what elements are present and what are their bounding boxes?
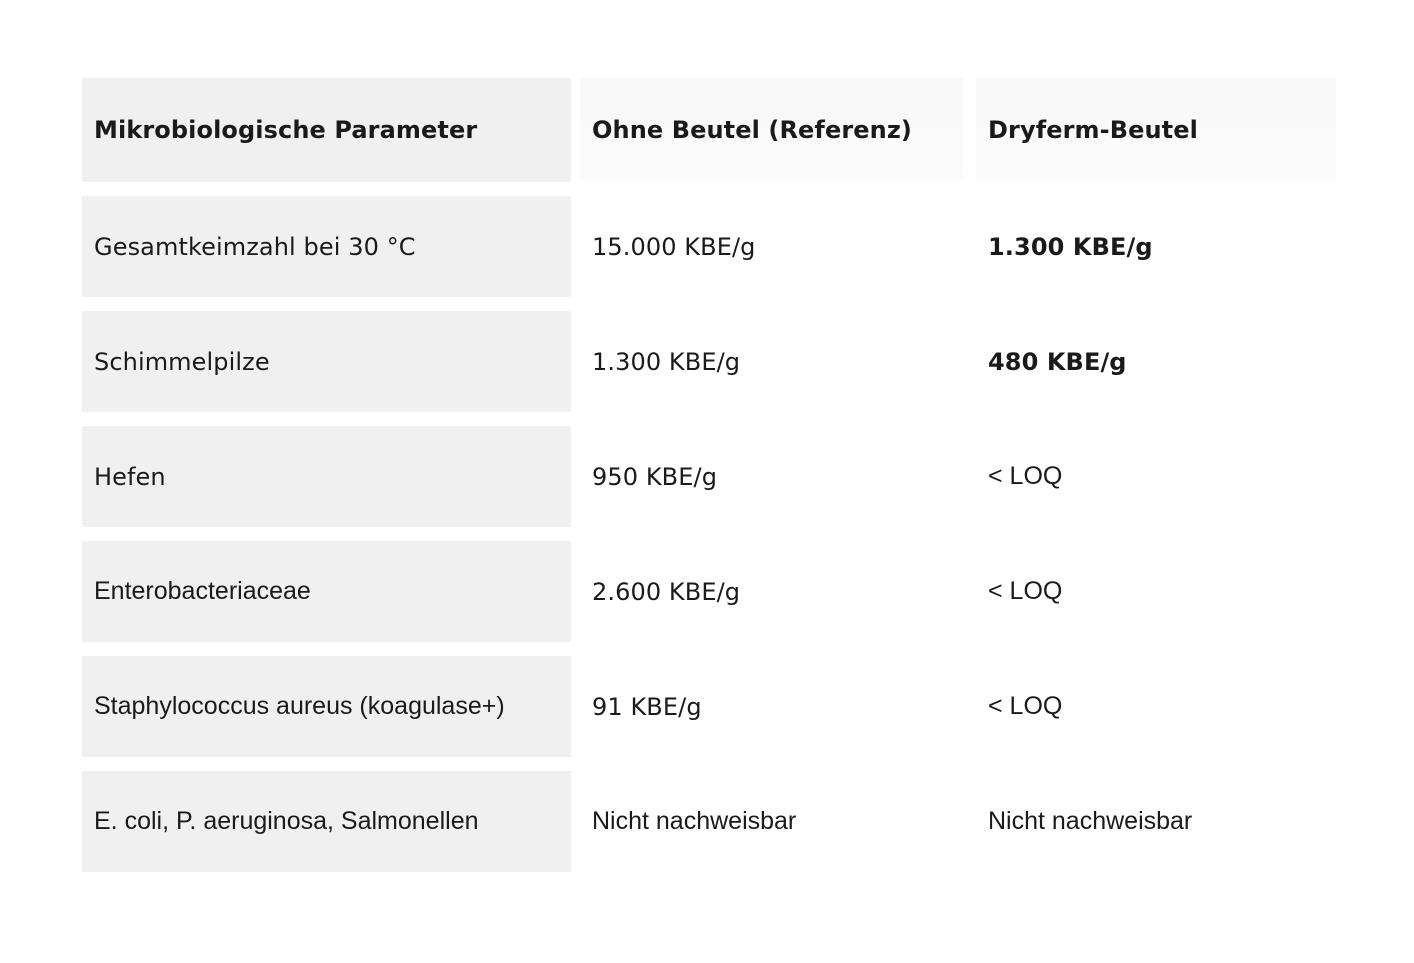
dryferm-value: 480 KBE/g bbox=[988, 347, 1127, 376]
reference-value: Nicht nachweisbar bbox=[592, 806, 797, 835]
row-parameter-label: Staphylococcus aureus (koagulase+) bbox=[82, 656, 571, 757]
dryferm-value: < LOQ bbox=[988, 691, 1063, 720]
microbiology-results-table bbox=[82, 78, 1336, 872]
dryferm-value: < LOQ bbox=[988, 576, 1063, 605]
dryferm-value: 1.300 KBE/g bbox=[988, 232, 1153, 261]
reference-value: 15.000 KBE/g bbox=[592, 232, 756, 261]
dryferm-value: < LOQ bbox=[988, 461, 1063, 490]
reference-value: 1.300 KBE/g bbox=[592, 347, 741, 376]
row-parameter-label: E. coli, P. aeruginosa, Salmonellen bbox=[82, 771, 571, 872]
reference-value: 950 KBE/g bbox=[592, 462, 718, 491]
column-header-parameter: Mikrobiologische Parameter bbox=[82, 78, 571, 182]
row-parameter-label: Gesamtkeimzahl bei 30 °C bbox=[82, 196, 571, 297]
reference-value: 2.600 KBE/g bbox=[592, 577, 741, 606]
row-parameter-label: Enterobacteriaceae bbox=[82, 541, 571, 642]
column-header-dryferm: Dryferm-Beutel bbox=[976, 78, 1336, 182]
column-header-ohne-beutel: Ohne Beutel (Referenz) bbox=[580, 78, 963, 182]
reference-value: 91 KBE/g bbox=[592, 692, 702, 721]
row-parameter-label: Schimmelpilze bbox=[82, 311, 571, 412]
row-parameter-label: Hefen bbox=[82, 426, 571, 527]
dryferm-value: Nicht nachweisbar bbox=[988, 806, 1193, 835]
